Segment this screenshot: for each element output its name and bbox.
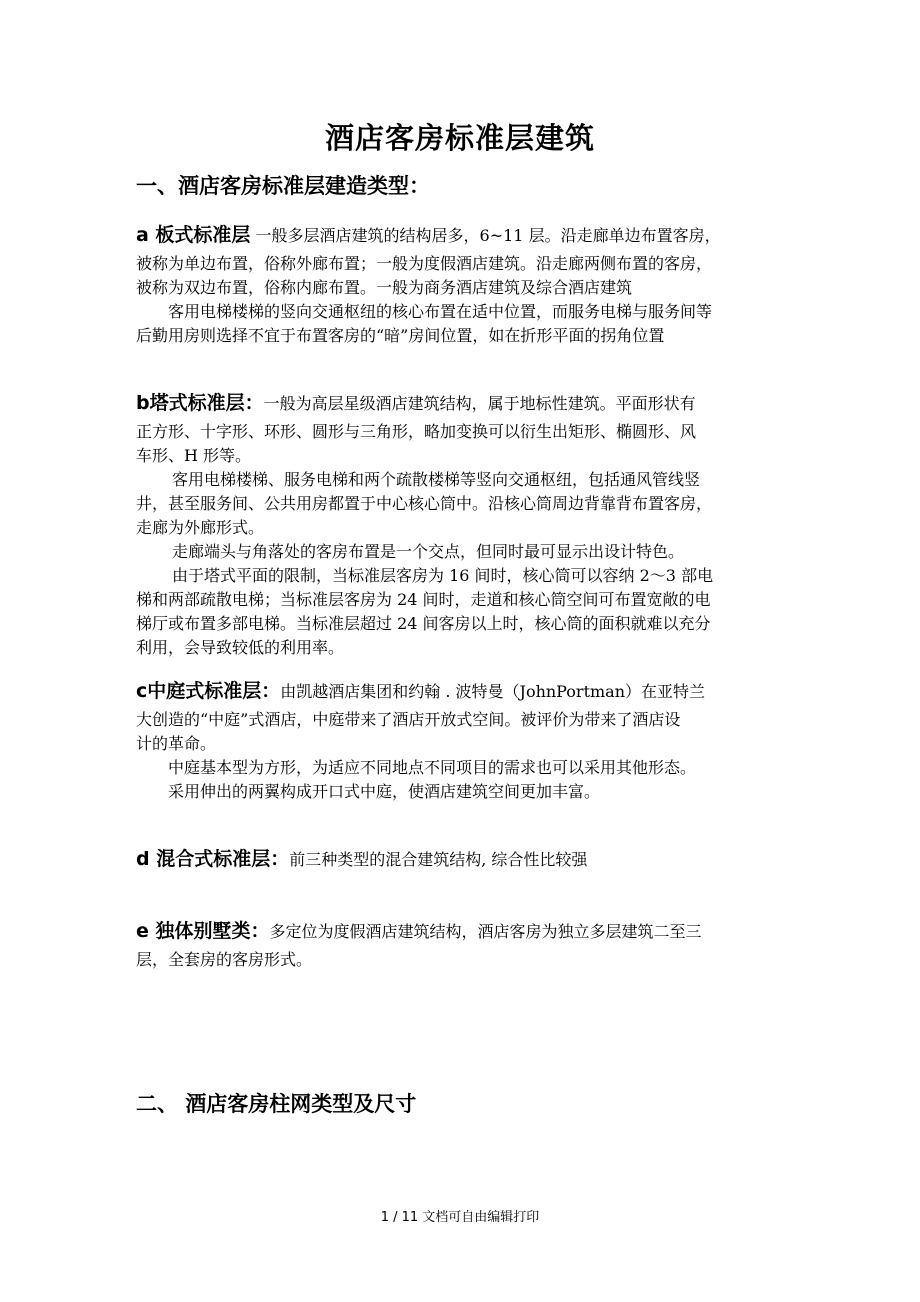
paragraph-d-text: 前三种类型的混合建筑结构, 综合性比较强	[289, 850, 588, 869]
paragraph-a-text: 一般多层酒店建筑的结构居多，6~11 层。沿走廊单边布置客房，	[255, 226, 721, 245]
paragraph-a-line-2: 被称为单边布置，俗称外廊布置；一般为度假酒店建筑。沿走廊两侧布置的客房，	[136, 254, 713, 273]
paragraph-b-line-11: 利用，会导致较低的利用率。	[136, 638, 345, 657]
paragraph-a-line-3: 被称为双边布置，俗称内廊布置。一般为商务酒店建筑及综合酒店建筑	[136, 278, 633, 297]
paragraph-b-line-1	[136, 386, 796, 420]
paragraph-c	[136, 674, 796, 804]
paragraph-c-line-4: 中庭基本型为方形，为适应不同地点不同项目的需求也可以采用其他形态。	[168, 758, 697, 777]
paragraph-d-lead: d 混合式标准层：	[136, 848, 290, 870]
paragraph-e	[136, 914, 796, 972]
page-footer: 1 / 11 文档可自由编辑打印	[380, 1210, 540, 1225]
paragraph-b-line-8: 由于塔式平面的限制，当标准层客房为 16 间时，核心筒可以容纳 2～3 部电	[172, 566, 714, 585]
paragraph-b-lead: b塔式标准层：	[136, 392, 264, 414]
paragraph-b	[136, 386, 796, 660]
paragraph-c-text: 由凯越酒店集团和约翰 . 波特曼（JohnPortman）在亚特兰	[280, 682, 706, 701]
paragraph-b-line-5: 井，甚至服务间、公共用房都置于中心核心筒中。沿核心筒周边背靠背布置客房，	[136, 494, 713, 513]
paragraph-e-line-2: 层，全套房的客房形式。	[136, 950, 313, 969]
paragraph-d-line-1	[136, 842, 796, 876]
paragraph-b-text: 一般为高层星级酒店建筑结构，属于地标性建筑。平面形状有	[263, 394, 696, 413]
paragraph-a	[136, 218, 796, 348]
paragraph-e-text: 多定位为度假酒店建筑结构，酒店客房为独立多层建筑二至三	[269, 922, 702, 941]
paragraph-b-line-4: 客用电梯楼梯、服务电梯和两个疏散楼梯等竖向交通枢纽，包括通风管线竖	[172, 470, 701, 489]
paragraph-d	[136, 842, 796, 876]
paragraph-b-line-3: 车形、H 形等。	[136, 446, 252, 465]
paragraph-e-line-1	[136, 914, 796, 948]
paragraph-a-line-5: 后勤用房则选择不宜于布置客房的“暗”房间位置，如在折形平面的拐角位置	[136, 326, 665, 345]
paragraph-c-lead: c中庭式标准层：	[136, 680, 281, 702]
paragraph-c-line-5: 采用伸出的两翼构成开口式中庭，使酒店建筑空间更加丰富。	[168, 782, 601, 801]
paragraph-b-line-2: 正方形、十字形、环形、圆形与三角形，略加变换可以衍生出矩形、椭圆形、风	[136, 422, 697, 441]
paragraph-b-line-9: 梯和两部疏散电梯；当标准层客房为 24 间时，走道和核心筒空间可布置宽敞的电	[136, 590, 711, 609]
paragraph-a-line-1	[136, 218, 796, 252]
paragraph-a-lead: a 板式标准层	[136, 224, 251, 246]
paragraph-c-line-1	[136, 674, 796, 708]
paragraph-c-line-2: 大创造的“中庭”式酒店，中庭带来了酒店开放式空间。被评价为带来了酒店设	[136, 710, 681, 729]
paragraph-e-lead: e 独体别墅类：	[136, 920, 270, 942]
section-1-heading: 一、酒店客房标准层建造类型：	[136, 173, 430, 198]
document-title: 酒店客房标准层建筑	[324, 121, 595, 155]
paragraph-a-line-4: 客用电梯楼梯的竖向交通枢纽的核心布置在适中位置，而服务电梯与服务间等	[168, 302, 713, 321]
paragraph-b-line-6: 走廊为外廊形式。	[136, 518, 265, 537]
paragraph-b-line-10: 梯厅或布置多部电梯。当标准层超过 24 间客房以上时，核心筒的面积就难以充分	[136, 614, 711, 633]
section-2-heading: 二、 酒店客房柱网类型及尺寸	[136, 1091, 417, 1116]
paragraph-c-line-3: 计的革命。	[136, 734, 217, 753]
paragraph-b-line-7: 走廊端头与角落处的客房布置是一个交点，但同时最可显示出设计特色。	[172, 542, 685, 561]
